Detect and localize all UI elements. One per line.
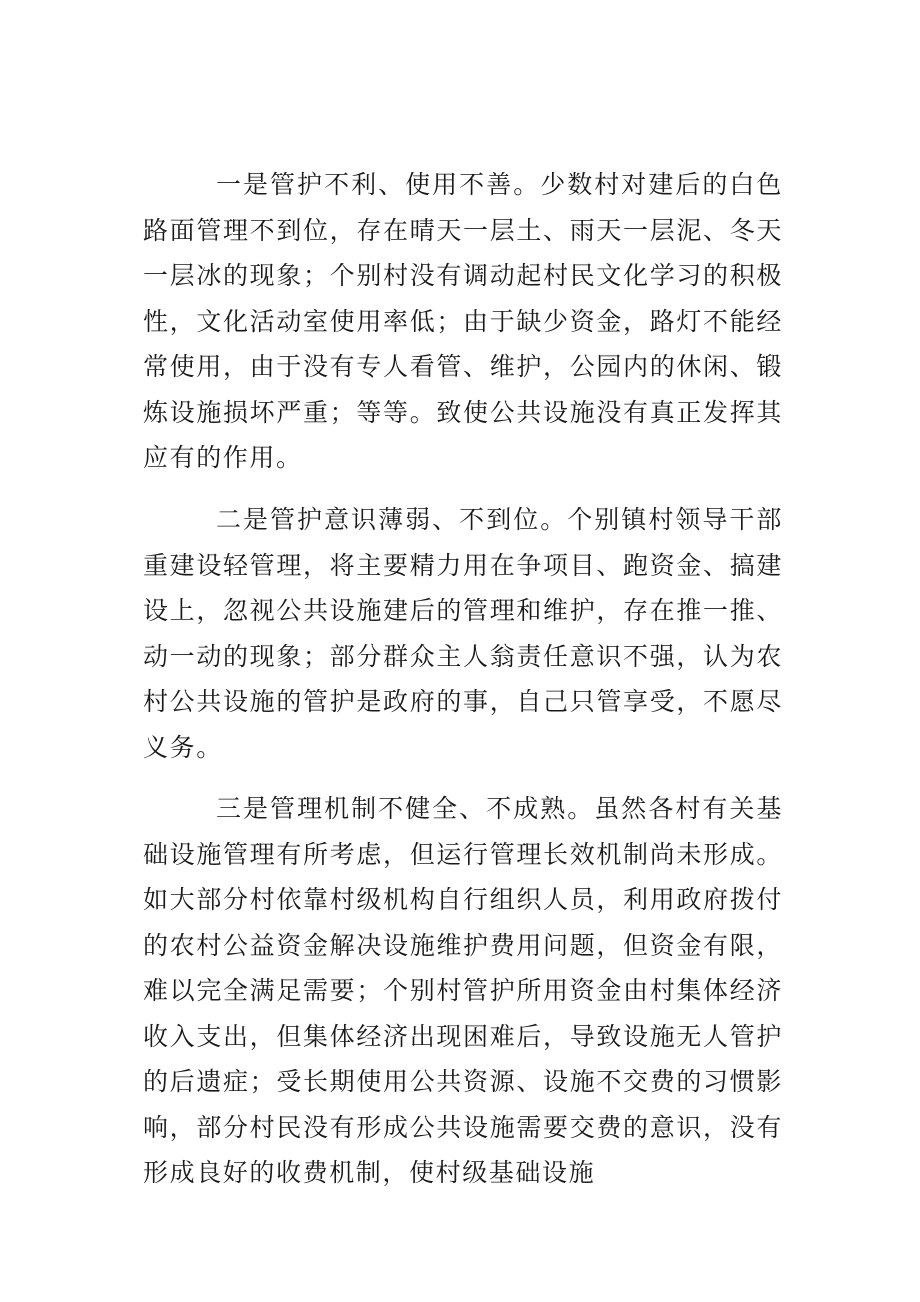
- paragraph-1: 一是管护不利、使用不善。少数村对建后的白色路面管理不到位，存在晴天一层土、雨天一层泥、冬天一层冰的现象；个别村没有调动起村民文化学习的积极性，文化活动室使用率低；由于缺少资金，路灯不能经常使用，由于没有专人看管、维护，公园内的休闲、锻炼设施损坏严重；等等。致使公共设施没有真正发挥其应有的作用。: [143, 170, 783, 472]
- paragraph-3: 三是管理机制不健全、不成熟。虽然各村有关基础设施管理有所考虑，但运行管理长效机制尚未形成。如大部分村依靠村级机构自行组织人员，利用政府拨付的农村公益资金解决设施维护费用问题，但资金有限，难以完全满足需要；个别村管护所用资金由村集体经济收入支出，但集体经济出现困难后，导致设施无人管护的后遗症；受长期使用公共资源、设施不交费的习惯影响，部分村民没有形成公共设施需要交费的意识，没有形成良好的收费机制，使村级基础设施: [143, 794, 783, 1187]
- paragraph-2: 二是管护意识薄弱、不到位。个别镇村领导干部重建设轻管理，将主要精力用在争项目、跑资金、搞建设上，忽视公共设施建后的管理和维护，存在推一推、动一动的现象；部分群众主人翁责任意识不强，认为农村公共设施的管护是政府的事，自己只管享受，不愿尽义务。: [143, 505, 783, 762]
